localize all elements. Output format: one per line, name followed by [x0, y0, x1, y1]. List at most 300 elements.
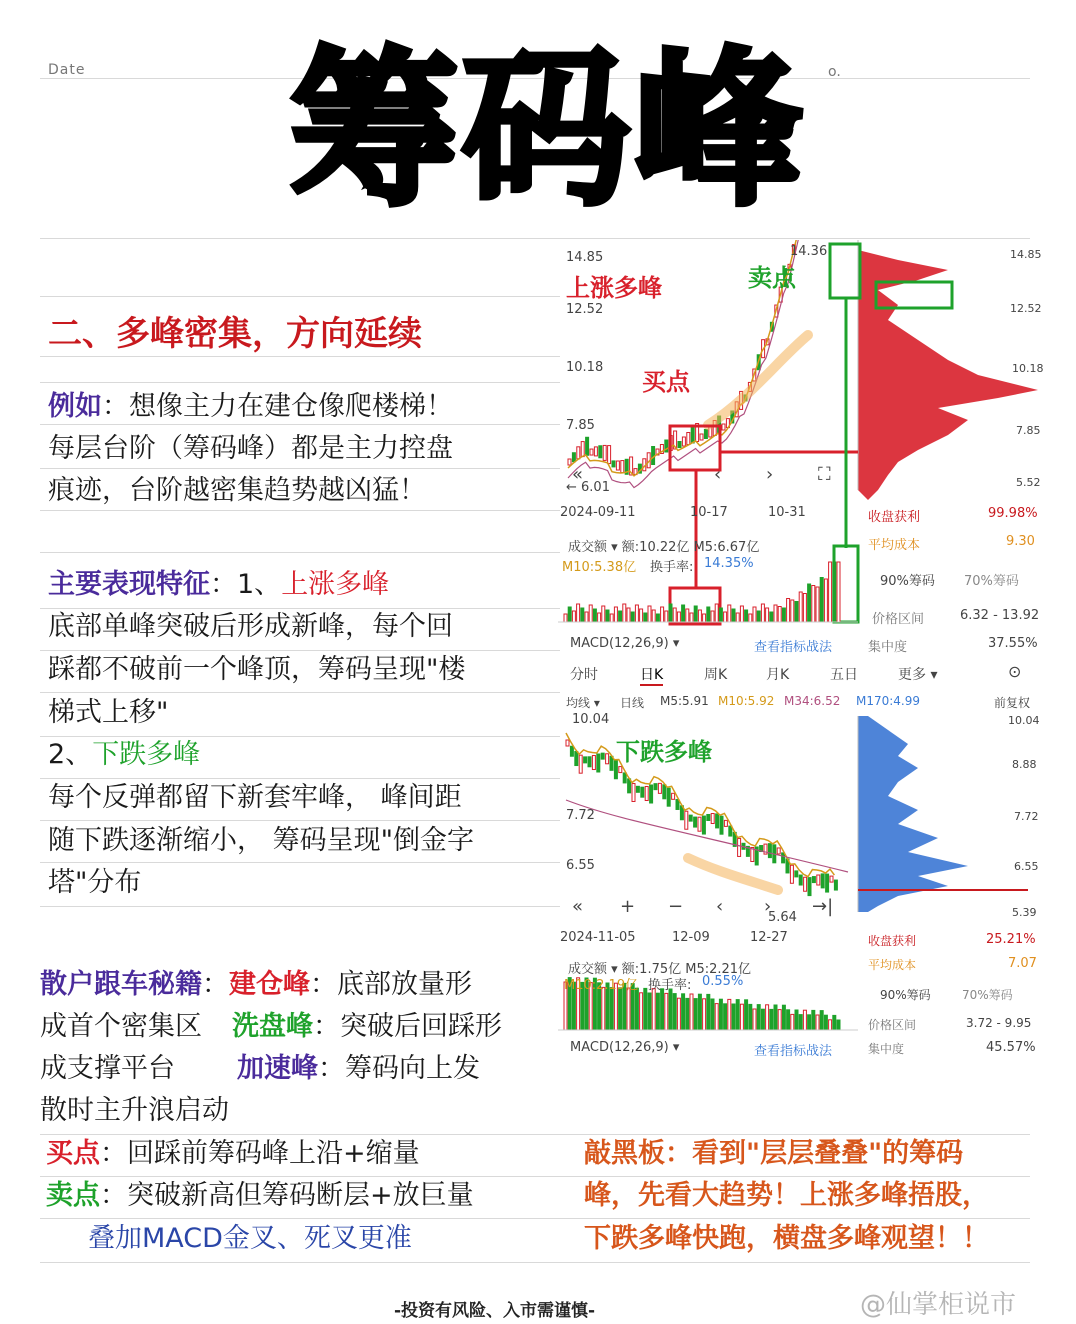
volume-bar — [766, 1005, 769, 1030]
macd-selector[interactable]: MACD(12,26,9) ▾ — [570, 636, 680, 651]
date-label: Date — [48, 62, 86, 78]
features-item1-number: ：1、 — [210, 569, 282, 600]
price-right-tick: 10.18 — [1012, 362, 1044, 375]
volume-bar — [644, 988, 647, 1030]
volume-bar — [812, 1010, 815, 1030]
candlestick — [799, 875, 802, 885]
turnover-value: 14.35% — [704, 556, 754, 571]
candlestick — [575, 752, 578, 766]
candlestick — [599, 446, 602, 458]
tips-line-3 — [40, 1048, 480, 1090]
ma-selector[interactable]: 均线 ▾ — [566, 696, 600, 710]
candlestick — [570, 746, 573, 756]
candlestick — [590, 449, 593, 455]
volume-bar — [686, 998, 689, 1030]
volume-bar — [745, 1000, 748, 1030]
volume-bar — [694, 999, 697, 1030]
blackboard-line-2: 峰，先看大趋势！上涨多峰捂股， — [584, 1180, 989, 1211]
volume-bar — [736, 1000, 739, 1030]
date-tick: 2024-11-05 — [560, 930, 636, 945]
volume-bar — [619, 988, 622, 1030]
volume-bar — [610, 614, 613, 622]
stat-label: 集中度 — [868, 640, 908, 655]
volume-bar — [707, 607, 710, 622]
candlestick — [588, 757, 591, 767]
chip-glow-band — [708, 335, 808, 425]
tips-line-2 — [40, 1006, 502, 1048]
volume-bar — [711, 999, 714, 1030]
volume-bar — [761, 1009, 764, 1030]
tips-buy-line — [46, 1133, 420, 1175]
features-item2-name: 下跌多峰 — [92, 739, 201, 770]
volume-bar — [833, 1015, 836, 1030]
stat-label: 90%筹码 — [880, 574, 935, 589]
volume-bar — [652, 610, 655, 622]
tips-macd-line: 叠加MACD金叉、死叉更准 — [88, 1223, 412, 1254]
rule-line — [40, 382, 560, 383]
stat-label: 集中度 — [868, 1042, 905, 1056]
candlestick — [641, 787, 644, 797]
candlestick — [652, 446, 655, 464]
volume-bar — [593, 609, 596, 622]
volume-bar — [564, 614, 567, 622]
features-item1-line2: 踩都不破前一个峰顶，筹码呈现"楼 — [48, 654, 466, 685]
volume-bar — [757, 611, 760, 622]
volume-bar — [665, 993, 668, 1030]
candlestick — [581, 442, 584, 457]
candlestick — [738, 838, 741, 856]
candlestick — [672, 793, 675, 799]
price-right-tick: 12.52 — [1010, 302, 1042, 315]
example-line-3: 痕迹，台阶越密集趋势越凶猛！ — [48, 475, 426, 506]
candlestick — [584, 757, 587, 763]
tips-peak1-text: ：底部放量形 — [310, 969, 472, 1000]
volume-bar — [719, 999, 722, 1030]
candlestick — [722, 424, 725, 430]
volume-bar — [631, 612, 634, 622]
price-left-tick: 6.55 — [566, 858, 595, 873]
volume-bar — [698, 610, 701, 622]
volume-bar — [824, 579, 827, 622]
volume-bar — [661, 607, 664, 622]
volume-bar — [753, 1009, 756, 1030]
price-left-tick: 12.52 — [566, 302, 604, 317]
rule-line — [40, 1262, 1030, 1263]
candlestick — [597, 754, 600, 772]
volume-bar — [690, 994, 693, 1030]
candlestick — [707, 814, 710, 820]
volume-bar — [829, 1020, 832, 1030]
stat-value: 3.72 - 9.95 — [966, 1016, 1032, 1030]
candlestick — [636, 786, 639, 792]
turnover-label: 换手率: — [650, 560, 694, 575]
volume-bar — [640, 609, 643, 622]
features-item1-line3: 梯式上移" — [48, 697, 169, 728]
volume-bar — [572, 611, 575, 622]
volume-bar — [816, 587, 819, 622]
candlestick — [610, 756, 613, 770]
volume-ma10: M10:5.38亿 — [562, 560, 637, 575]
date-tick: 10-17 — [690, 505, 728, 520]
volume-bar — [770, 612, 773, 622]
ma-170: M170:4.99 — [856, 694, 921, 708]
macd-selector[interactable]: MACD(12,26,9) ▾ — [570, 1040, 680, 1055]
features-item2-line3: 塔"分布 — [48, 867, 142, 898]
candlestick — [658, 783, 661, 793]
stat-value: 45.57% — [986, 1040, 1036, 1055]
volume-bar — [661, 989, 664, 1030]
volume-bar — [740, 606, 743, 622]
rule-line — [40, 552, 560, 553]
indicator-strategy-link[interactable]: 查看指标战法 — [754, 1044, 833, 1059]
indicator-strategy-link[interactable]: 查看指标战法 — [754, 640, 833, 655]
volume-bar — [677, 998, 680, 1030]
candlestick — [821, 874, 824, 888]
volume-bar — [816, 1015, 819, 1030]
volume-info-row: 成交额 ▾ 额:10.22亿 M5:6.67亿 — [568, 540, 760, 555]
volume-bar — [614, 607, 617, 622]
volume-bar — [833, 562, 836, 622]
volume-bar — [791, 1014, 794, 1030]
candlestick — [826, 874, 829, 892]
rule-line — [40, 356, 560, 357]
date-tick: 2024-09-11 — [560, 505, 636, 520]
price-left-tick: 7.85 — [566, 418, 595, 433]
candlestick — [694, 817, 697, 827]
low-price-mark: ← 6.01 — [566, 480, 610, 495]
candlestick — [777, 848, 780, 854]
candlestick — [782, 853, 785, 863]
volume-bar — [589, 605, 592, 622]
volume-bar — [623, 604, 626, 622]
volume-bar — [782, 1005, 785, 1030]
example-line-2: 每层台阶（筹码峰）都是主力控盘 — [48, 433, 453, 464]
volume-bar — [656, 614, 659, 622]
tips-sell-text: ：突破新高但筹码断层+放巨量 — [100, 1180, 474, 1211]
volume-bar — [585, 612, 588, 622]
volume-bar — [812, 586, 815, 623]
candlestick — [612, 461, 615, 467]
candlestick — [676, 799, 679, 809]
volume-bar — [610, 988, 613, 1030]
tab-intraday[interactable]: 分时 — [570, 667, 598, 683]
candlestick — [678, 442, 681, 448]
candlestick — [795, 871, 798, 877]
stat-value: 7.07 — [1008, 956, 1037, 971]
volume-ma10: M10:2.19亿 — [564, 978, 639, 993]
tips-line-1: 散户跟车秘籍：建仓峰：底部放量形 — [40, 969, 472, 1000]
volume-bar — [669, 604, 672, 622]
candlestick — [687, 433, 690, 445]
candlestick — [790, 865, 793, 883]
sell-point-box — [830, 244, 860, 298]
volume-bar — [682, 605, 685, 622]
volume-bar — [782, 608, 785, 622]
price-left-tick: 10.04 — [572, 712, 610, 727]
date-tick: 10-31 — [768, 505, 806, 520]
volume-bar — [665, 611, 668, 622]
volume-bar — [799, 592, 802, 622]
volume-bar — [808, 1015, 811, 1030]
volume-bar — [787, 1010, 790, 1030]
tab-weekly-k[interactable]: 周K — [704, 667, 728, 683]
price-right-tick: 14.85 — [1010, 248, 1042, 261]
example-line-1 — [48, 386, 453, 428]
stat-label: 收盘获利 — [868, 934, 917, 948]
candlestick — [817, 875, 820, 885]
candlestick — [601, 753, 604, 759]
section-title: 二、多峰密集，方向延续 — [48, 314, 422, 354]
candlestick — [586, 437, 589, 455]
blackboard-line-1: 敲黑板：看到"层层叠叠"的筹码 — [584, 1138, 964, 1169]
chart-nav-control[interactable]: ‹ — [714, 464, 722, 485]
chart-nav-control[interactable]: ⛶ — [818, 464, 831, 485]
volume-bar — [757, 1005, 760, 1030]
risk-disclaimer: -投资有风险、入市需谨慎- — [394, 1301, 596, 1321]
chart-nav-control[interactable]: › — [766, 464, 774, 485]
features-item2-line2: 随下跌逐渐缩小， 筹码呈现"倒金字 — [48, 825, 475, 856]
watermark: @仙掌柜说市 — [860, 1290, 1017, 1320]
candlestick — [650, 785, 653, 803]
price-right-tick: 6.55 — [1014, 860, 1039, 873]
volume-bar — [753, 607, 756, 622]
candlestick — [830, 876, 833, 882]
volume-bar — [766, 608, 769, 622]
volume-bar — [791, 600, 794, 622]
stat-value: 37.55% — [988, 636, 1038, 651]
volume-bar — [707, 994, 710, 1030]
features-item2-heading — [48, 734, 200, 776]
volume-bar — [677, 612, 680, 622]
price-right-tick: 5.52 — [1016, 476, 1041, 489]
candlestick — [729, 826, 732, 836]
volume-bar — [602, 606, 605, 622]
adjust-mode[interactable]: 前复权 — [994, 696, 1031, 710]
volume-bar — [602, 987, 605, 1030]
volume-bar — [640, 993, 643, 1030]
candlestick — [689, 815, 692, 821]
volume-bar — [837, 562, 840, 622]
price-left-tick: 7.72 — [566, 808, 595, 823]
volume-bar — [724, 1004, 727, 1030]
features-lead: 主要表现特征 — [48, 569, 210, 600]
tab-more[interactable]: 更多 ▾ — [898, 667, 938, 683]
price-right-tick: 10.04 — [1008, 714, 1040, 727]
volume-bar — [581, 608, 584, 622]
volume-bar — [770, 1009, 773, 1030]
volume-bar — [736, 613, 739, 622]
tips-peak2-text: ：突破后回踩形 — [313, 1011, 502, 1042]
date-tick: 12-09 — [672, 930, 710, 945]
stat-label: 收盘获利 — [868, 510, 921, 525]
label-falling-multi-peak: 下跌多峰 — [616, 738, 712, 766]
volume-bar — [673, 994, 676, 1030]
volume-bar — [820, 578, 823, 623]
stat-value: 99.98% — [988, 506, 1038, 521]
turnover-value: 0.55% — [702, 974, 744, 989]
volume-bar — [698, 994, 701, 1030]
volume-bar — [787, 599, 790, 623]
high-price-mark: 14.36 — [790, 244, 828, 259]
volume-bar — [648, 993, 651, 1030]
volume-bar — [703, 999, 706, 1030]
candlestick — [616, 461, 619, 470]
volume-bar — [635, 605, 638, 622]
stat-label: 平均成本 — [868, 958, 917, 972]
features-heading — [48, 564, 389, 606]
candlestick — [568, 459, 571, 465]
number-label: o. — [828, 64, 841, 80]
candlestick — [608, 446, 611, 464]
candlestick — [724, 820, 727, 826]
volume-bar — [761, 604, 764, 622]
candlestick — [711, 814, 714, 824]
features-item2-line1: 每个反弹都留下新套牢峰， 峰间距 — [48, 782, 462, 813]
candlestick — [623, 773, 626, 783]
volume-bar — [669, 989, 672, 1030]
volume-bar — [732, 1004, 735, 1030]
candlestick — [812, 877, 815, 883]
volume-bar — [749, 1004, 752, 1030]
tips-sell-name: 卖点 — [46, 1180, 100, 1211]
volume-bar — [774, 605, 777, 622]
tab-daily-k[interactable]: 日K — [640, 664, 663, 686]
volume-bar — [568, 607, 571, 622]
volume-bar — [820, 1011, 823, 1030]
volume-bar — [824, 1015, 827, 1030]
volume-bar — [829, 562, 832, 622]
candlestick — [698, 817, 701, 831]
volume-bar — [808, 584, 811, 622]
ma-daily: 日线 — [620, 696, 645, 710]
stat-value: 6.32 - 13.92 — [960, 608, 1040, 623]
candlestick — [834, 880, 837, 890]
volume-bar — [656, 993, 659, 1030]
price-left-tick: 10.18 — [566, 360, 604, 375]
tips-peak2-cont: 成支撑平台 — [40, 1053, 175, 1084]
tips-lead: 散户跟车秘籍 — [40, 969, 202, 1000]
rule-line — [40, 296, 560, 297]
stat-value: 9.30 — [1006, 534, 1035, 549]
volume-bar — [728, 999, 731, 1030]
volume-bar — [740, 1004, 743, 1030]
volume-bar — [795, 1010, 798, 1030]
volume-bar — [778, 1010, 781, 1030]
candlestick — [720, 816, 723, 834]
price-right-tick: 7.72 — [1014, 810, 1039, 823]
chip-distribution-rising — [858, 250, 1038, 500]
chip-peak-chart-panel — [558, 240, 1048, 1060]
candlestick — [716, 814, 719, 828]
chart-nav-control[interactable]: − — [668, 896, 684, 917]
tab-monthly-k[interactable]: 月K — [766, 667, 790, 683]
tips-buy-text: ：回踩前筹码峰上沿+缩量 — [100, 1138, 420, 1169]
candlestick — [702, 816, 705, 834]
volume-bar — [803, 1010, 806, 1030]
chart-nav-control[interactable]: › — [764, 896, 772, 917]
volume-bar — [711, 611, 714, 622]
stat-label: 价格区间 — [872, 612, 925, 627]
candlestick — [804, 877, 807, 891]
candlestick — [594, 447, 597, 456]
candlestick — [685, 811, 688, 829]
label-buy-point: 买点 — [642, 368, 690, 396]
chart-nav-control[interactable]: →| — [812, 896, 834, 917]
chip-glow-band — [688, 858, 778, 890]
stat-value: 70%筹码 — [964, 574, 1019, 589]
tips-peak1-name: 建仓峰 — [229, 969, 310, 1000]
label-rising-multi-peak: 上涨多峰 — [566, 274, 662, 302]
chart-nav-control[interactable]: « — [572, 896, 584, 917]
chip-distribution-falling — [858, 716, 968, 912]
candlestick — [700, 434, 703, 440]
candlestick — [667, 788, 670, 806]
blackboard-line-3: 下跌多峰快跑，横盘多峰观望！！ — [584, 1223, 989, 1254]
page-title: 筹码峰 — [290, 32, 806, 228]
candlestick — [645, 786, 648, 800]
tips-peak3-name: 加速峰 — [237, 1053, 318, 1084]
example-text: ：想像主力在建仓像爬楼梯！ — [102, 391, 453, 422]
candlestick — [808, 878, 811, 896]
candlestick — [566, 740, 569, 746]
candlestick — [768, 844, 771, 858]
rule-line — [40, 906, 560, 907]
price-right-tick: 5.39 — [1012, 906, 1037, 919]
volume-bar — [715, 1004, 718, 1030]
chart-nav-control[interactable]: « — [572, 464, 584, 485]
volume-bar — [694, 606, 697, 622]
ma-34: M34:6.52 — [784, 694, 841, 708]
candlestick — [619, 767, 622, 773]
volume-bar — [652, 989, 655, 1030]
candlestick — [592, 756, 595, 770]
volume-bar — [690, 613, 693, 622]
candlestick — [691, 428, 694, 443]
volume-bar — [703, 614, 706, 622]
candlestick — [606, 754, 609, 764]
settings-icon[interactable]: ⊙ — [1008, 662, 1022, 681]
date-tick: 12-27 — [750, 930, 788, 945]
candlestick — [579, 755, 582, 773]
tips-sell-line — [46, 1175, 474, 1217]
volume-bar — [732, 609, 735, 622]
volume-bar — [598, 613, 601, 622]
tips-peak1-cont: 成首个密集区 — [40, 1011, 202, 1042]
stat-value: 25.21% — [986, 932, 1036, 947]
tips-peak2-name: 洗盘峰 — [232, 1011, 313, 1042]
volume-bar — [719, 608, 722, 622]
example-lead: 例如 — [48, 391, 102, 422]
stat-label: 90%筹码 — [880, 988, 931, 1002]
chart-nav-control[interactable]: + — [620, 896, 636, 917]
volume-bar — [803, 594, 806, 623]
volume-bar — [745, 610, 748, 622]
tips-peak3-text: ：筹码向上发 — [318, 1053, 480, 1084]
tab-five-day[interactable]: 五日 — [830, 667, 858, 683]
volume-bar — [724, 612, 727, 622]
candlestick — [632, 784, 635, 802]
candlestick — [621, 461, 624, 473]
volume-bar — [749, 614, 752, 622]
volume-bar — [644, 613, 647, 622]
chart-nav-control[interactable]: ‹ — [716, 896, 724, 917]
tips-line-4: 散时主升浪启动 — [40, 1095, 229, 1126]
candlestick — [682, 437, 685, 446]
volume-bar — [799, 1015, 802, 1030]
features-item1-name: 上涨多峰 — [281, 569, 390, 600]
volume-bar — [778, 607, 781, 623]
candlestick — [577, 447, 580, 459]
